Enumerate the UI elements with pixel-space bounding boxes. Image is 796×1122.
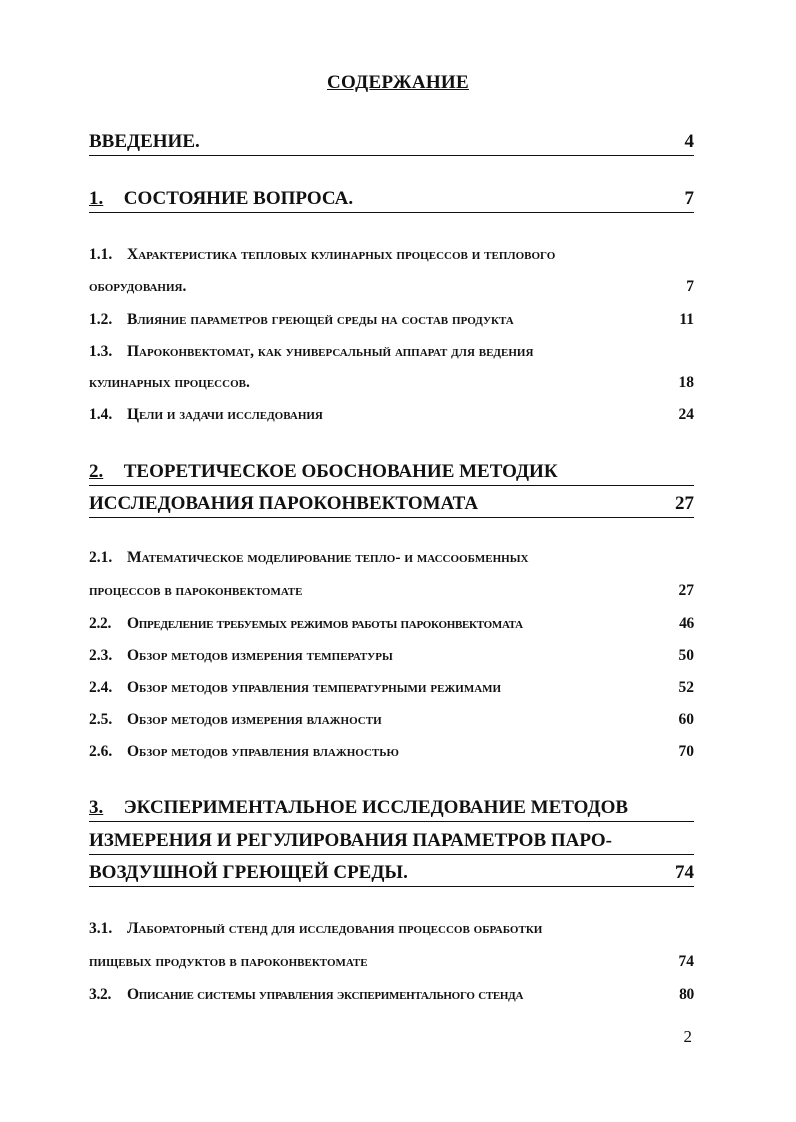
toc-section-1-4 [89, 404, 694, 426]
toc-intro-label: ВВЕДЕНИЕ. [89, 131, 200, 152]
toc-section-3-1-page: 74 [678, 953, 694, 970]
toc-section-1-4-num: 1.4. [89, 406, 113, 423]
toc-section-2-2-label: Определение требуемых режимов работы пароконвектомата [127, 615, 523, 632]
toc-section-2-4-label: Обзор методов управления температурными режимами [127, 679, 502, 696]
toc-section-2-4-num: 2.4. [89, 679, 113, 696]
toc-section-2-6-label: Обзор методов управления влажностью [127, 743, 399, 760]
toc-chapter-3-line3: ВОЗДУШНОЙ ГРЕЮЩЕЙ СРЕДЫ. [89, 862, 408, 883]
toc-section-2-3 [89, 645, 694, 667]
toc-section-2-1 [89, 547, 694, 569]
toc-chapter-3 [89, 796, 694, 822]
toc-intro [89, 130, 694, 156]
toc-section-1-1 [89, 244, 694, 266]
toc-section-2-5 [89, 709, 694, 731]
toc-section-1-4-label: Цели и задачи исследования [127, 406, 323, 423]
toc-section-2-5-num: 2.5. [89, 711, 113, 728]
toc-section-2-1-num: 2.1. [89, 549, 113, 566]
toc-chapter-2 [89, 460, 694, 486]
toc-section-1-1-page: 7 [686, 278, 694, 295]
toc-intro-page: 4 [684, 131, 694, 152]
toc-section-2-6 [89, 741, 694, 763]
toc-section-2-1-line1: Математическое моделирование тепло- и массообменных [127, 549, 529, 566]
toc-chapter-1-label: СОСТОЯНИЕ ВОПРОСА. [123, 188, 354, 209]
toc-section-1-3-cont [89, 372, 694, 394]
toc-section-2-3-page: 50 [678, 647, 694, 664]
toc-chapter-3-line1: ЭКСПЕРИМЕНТАЛЬНОЕ ИССЛЕДОВАНИЕ МЕТОДОВ [123, 797, 629, 818]
toc-section-2-2 [89, 613, 694, 635]
toc-section-3-2-page: 80 [679, 986, 694, 1003]
toc-section-1-1-num: 1.1. [89, 246, 113, 263]
toc-section-1-1-cont [89, 276, 694, 298]
toc-chapter-3-line2: ИЗМЕРЕНИЯ И РЕГУЛИРОВАНИЯ ПАРАМЕТРОВ ПАРО- [89, 830, 612, 851]
toc-section-3-2 [89, 984, 694, 1006]
toc-section-1-3 [89, 341, 694, 363]
toc-chapter-3-page: 74 [675, 862, 694, 883]
toc-section-1-3-line1: Пароконвектомат, как универсальный аппарат для ведения [127, 343, 534, 360]
toc-chapter-2-cont [89, 492, 694, 518]
toc-section-1-3-line2: кулинарных процессов. [89, 374, 250, 391]
page-number: 2 [683, 1027, 692, 1046]
toc-chapter-1 [89, 187, 694, 213]
toc-section-2-5-page: 60 [678, 711, 694, 728]
toc-section-3-2-label: Описание системы управления экспериментального стенда [127, 986, 524, 1003]
toc-chapter-3-cont2 [89, 861, 694, 887]
toc-section-1-4-page: 24 [678, 406, 694, 423]
toc-section-3-1-line1: Лабораторный стенд для исследования процессов обработки [127, 920, 543, 937]
toc-section-2-4-page: 52 [678, 679, 694, 696]
toc-title: СОДЕРЖАНИЕ [327, 72, 469, 93]
toc-section-2-4 [89, 677, 694, 699]
toc-section-2-3-label: Обзор методов измерения температуры [127, 647, 393, 664]
toc-chapter-1-num: 1. [89, 188, 104, 209]
toc-section-1-2-page: 11 [679, 311, 694, 328]
toc-chapter-2-line2: ИССЛЕДОВАНИЯ ПАРОКОНВЕКТОМАТА [89, 493, 479, 514]
toc-section-1-1-line1: Характеристика тепловых кулинарных процессов и теплового [127, 246, 556, 263]
toc-section-3-1-cont [89, 951, 694, 973]
toc-section-2-3-num: 2.3. [89, 647, 113, 664]
toc-section-2-1-line2: процессов в пароконвектомате [89, 582, 303, 599]
toc-chapter-2-num: 2. [89, 461, 104, 482]
toc-section-2-2-num: 2.2. [89, 615, 112, 632]
toc-section-1-1-line2: оборудования. [89, 278, 187, 295]
toc-section-2-6-page: 70 [678, 743, 694, 760]
toc-section-2-1-page: 27 [678, 582, 694, 599]
toc-chapter-3-cont1 [89, 829, 694, 855]
toc-section-1-2-label: Влияние параметров греющей среды на состав продукта [127, 311, 514, 328]
toc-section-2-1-cont [89, 580, 694, 602]
toc-chapter-2-line1: ТЕОРЕТИЧЕСКОЕ ОБОСНОВАНИЕ МЕТОДИК [123, 461, 558, 482]
toc-section-3-1-line2: пищевых продуктов в пароконвектомате [89, 953, 368, 970]
toc-chapter-2-page: 27 [675, 493, 694, 514]
toc-section-3-1 [89, 918, 694, 940]
toc-section-3-2-num: 3.2. [89, 986, 112, 1003]
toc-chapter-1-page: 7 [684, 188, 694, 209]
toc-section-2-5-label: Обзор методов измерения влажности [127, 711, 382, 728]
toc-section-3-1-num: 3.1. [89, 920, 113, 937]
toc-section-1-2 [89, 309, 694, 331]
toc-section-2-6-num: 2.6. [89, 743, 113, 760]
toc-section-1-3-num: 1.3. [89, 343, 113, 360]
toc-section-1-2-num: 1.2. [89, 311, 113, 328]
toc-section-2-2-page: 46 [679, 615, 694, 632]
toc-chapter-3-num: 3. [89, 797, 104, 818]
toc-section-1-3-page: 18 [678, 374, 694, 391]
